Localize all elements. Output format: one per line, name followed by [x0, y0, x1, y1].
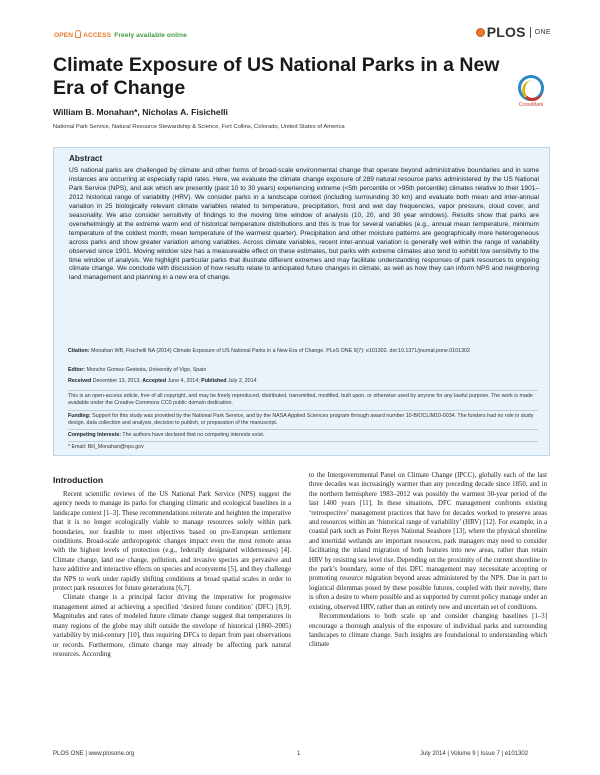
- funding-line: [68, 413, 538, 428]
- intro-paragraph: to the Intergovernmental Panel on Climate Change (IPCC), globally each of the last three decades was increasingly warmer than any preceding decade since 1850, and in the northern hemisphere 1983–2012 was possibly the warmest 30-year period of the last 1400 years [11]. In these situations, DFC management confronts existing ‘retrospective’ management practices that have for decades worked to preserve areas and resources within an ‘historical range of variability’ (HRV) [12]. For example, in a coastal park such as Point Reyes National Seashore [13], where the physical shoreline and intertidal wetlands are important resources, park managers may need to consider facilitating the inland migration of both features into new areas, rather than retain HRV by resisting sea level rise. Depending on the proximity of the current shoreline to the park’s boundary, some of this DFC management may necessitate accepting or promoting resource migration beyond areas administered by the NPS. Due in part to logistical dilemmas posed by these possible futures, coupled with their novelty, there is often a desire to where possible and as supported by current policy manage under an existing, observed HRV, rather than an entirely new and uncertain set of conditions.: [309, 472, 547, 611]
- abstract-heading: Abstract: [69, 154, 103, 163]
- editor-line: [68, 367, 538, 374]
- citation-line: [68, 348, 538, 355]
- editor-label: Editor:: [68, 367, 86, 373]
- interests-text: The authors have declared that no competing interests exist.: [122, 432, 265, 438]
- plos-word: PLOS: [486, 24, 526, 40]
- access-label: ACCESS: [83, 31, 112, 39]
- editor-text: Moncho Gomez-Gesteira, University of Vigo, Spain: [86, 367, 207, 373]
- open-access-lock-icon: [75, 30, 81, 38]
- author-list: William B. Monahan*, Nicholas A. Fisichelli: [53, 107, 228, 117]
- funding-label: Funding:: [68, 413, 91, 419]
- open-access-banner: [54, 31, 187, 39]
- crossmark-icon: [518, 75, 544, 101]
- corresponding-email[interactable]: * Email: Bill_Monahan@nps.gov: [68, 444, 144, 450]
- footer-page-number: 1: [297, 751, 301, 757]
- plos-journal-name: ONE: [534, 28, 551, 36]
- author-affiliation: National Park Service, Natural Resource Stewardship & Science, Fort Collins, Colorado, United States of America: [53, 124, 345, 130]
- intro-paragraph: Recommendations to both scale up and consider changing baselines [1–3] encourage a thorough analysis of the exposure of individual parks and surrounding landscapes to climate change. Such insights are foundational to understanding which climate: [309, 613, 547, 649]
- plos-one-logo[interactable]: [476, 24, 551, 40]
- received-date: December 13, 2013;: [92, 378, 141, 384]
- open-label: OPEN: [54, 31, 74, 39]
- plos-divider: [530, 27, 531, 38]
- received-label: Received: [68, 378, 92, 384]
- license-text: This is an open-access article, free of all copyright, and may be freely reproduced, distributed, transmitted, modified, built upon, or otherwise used by anyone for any lawful purpose. The work is made available under the Creative Commons CC0 public domain dedication.: [68, 393, 533, 407]
- accepted-label: Accepted: [142, 378, 167, 384]
- left-column: [53, 490, 291, 659]
- footer-journal[interactable]: PLOS ONE | www.plosone.org: [53, 751, 135, 757]
- intro-paragraph: Climate change is a principal factor driving the imperative for progressive management aimed at achieving a specified ‘desired future condition’ (DFC) [8,9]. Magnitudes and rates of modeled future climate change suggest that temperatures in many regions of the globe may shift outside the envelope of historical (1860–2005) variability by mid-century [10], thus requiring DFCs to depart from past observations or records. Furthermore, climate change may already be affecting park natural resources. According: [53, 594, 291, 658]
- right-column: [309, 471, 547, 650]
- introduction-heading: Introduction: [53, 475, 104, 485]
- interests-label: Competing Interests:: [68, 432, 121, 438]
- published-date: July 2, 2014: [227, 378, 257, 384]
- intro-paragraph: Recent scientific reviews of the US National Park Service (NPS) suggest the agency needs to manage its parks for changing climatic and ecological baselines in a landscape context [1–3]. These recommendations reiterate and heighten the imperative that it is no longer ecologically viable to manage resources solely within park boundaries, nor feasible to meet objectives based on pre-European settlement conditions. Broad-scale anthropogenic changes impact even the most remote areas with the highest levels of protection (e.g., federally designated wildernesses) [4]. Climate change, land use change, pollution, and invasive species are pervasive and have additive and interactive effects on species and ecosystems [5], and they challenge the NPS to work under rapidly shifting conditions at broad spatial scales in order to protect park resources for future generations [6,7].: [53, 491, 291, 593]
- footer-issue: July 2014 | Volume 9 | Issue 7 | e101302: [420, 751, 529, 757]
- freely-available-label: Freely available online: [114, 31, 187, 39]
- citation-label: Citation:: [68, 348, 90, 354]
- meta-divider: [68, 441, 538, 442]
- article-title: Climate Exposure of US National Parks in a New Era of Change: [53, 54, 500, 99]
- meta-divider: [68, 429, 538, 430]
- interests-line: [68, 432, 538, 439]
- dates-line: [68, 378, 538, 385]
- abstract-text: US national parks are challenged by climate and other forms of broad-scale environmental change that operate beyond administrative boundaries and in some instances are occurring at especially rapid rates. Here, we evaluate the climate change exposure of 289 natural resource parks administered by the US National Park Service (NPS), and ask which are presently (past 10 to 30 years) experiencing extreme (<5th percentile or >95th percentile) climates relative to their 1901–2012 historical range of variability (HRV). We consider parks in a landscape context (including surrounding 30 km) and evaluate both mean and inter-annual variation in 25 biologically relevant climate variables related to temperature, precipitation, frost and wet day frequencies, vapor pressure, cloud cover, and seasonality. We also consider sensitivity of findings to the moving time window of analysis (10, 20, and 30 year windows). Results show that parks are overwhelmingly at the extreme warm end of historical temperature distributions and this is true for several variables (e.g., annual mean temperature, minimum temperature of the coldest month, mean temperature of the warmest quarter). Precipitation and other moisture patterns are geographically more heterogeneous across parks and show greater variation among variables. Across climate variables, recent inter-annual variation is generally well within the range of variability observed since 1901. Moving window size has a measureable effect on these estimates, but parks with extreme climates also tend to exhibit low sensitivity to the time window of analysis. We highlight particular parks that illustrate different extremes and may facilitate understanding responses of park resources to ongoing climate change. We conclude with discussion of how results relate to anticipated future changes in climate, as well as how they can inform NPS and neighboring land management and planning in a new era of change.: [69, 167, 539, 282]
- crossmark-badge[interactable]: [513, 75, 549, 108]
- citation-text: Monahan WB, Fisichelli NA (2014) Climate Exposure of US National Parks in a New Era of Change. PLoS ONE 9(7): e101302. doi:10.1371/journal.pone.0101302: [90, 348, 470, 354]
- accepted-date: June 4, 2014;: [167, 378, 200, 384]
- published-label: Published: [201, 378, 227, 384]
- meta-divider: [68, 410, 538, 411]
- crossmark-label: CrossMark: [518, 102, 544, 108]
- funding-text: Support for this study was provided by the National Park Service, and by the NASA Applied Sciences program through award number 10-BIOCLIM10-0034. The funders had no role in study design, data collection and analysis, decision to publish, or preparation of the manuscript.: [68, 413, 534, 427]
- meta-divider: [68, 390, 538, 391]
- plos-dot-icon: [476, 28, 485, 37]
